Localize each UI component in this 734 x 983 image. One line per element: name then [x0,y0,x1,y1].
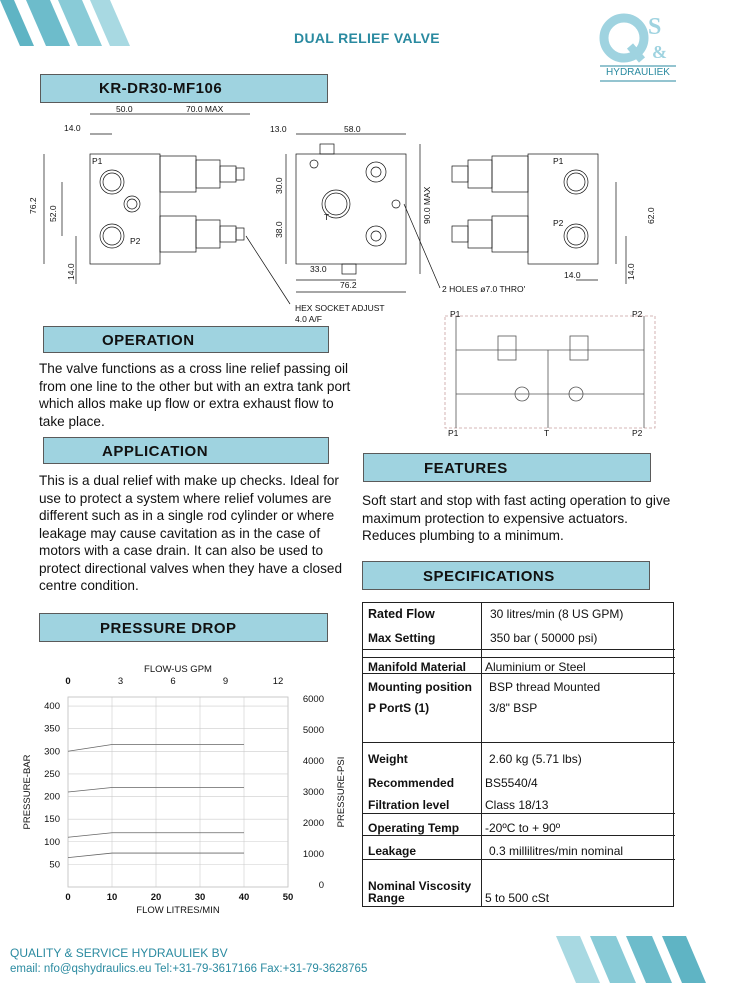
text-line: from one line to the other but with an extra tank port [39,378,351,394]
pressure-drop-heading [39,613,328,642]
x-tick-label: 20 [150,892,162,903]
text-line: motors with a case drain. It can also be used to [39,543,324,558]
svg-text:76.2: 76.2 [28,197,38,214]
spec-value: 0.3 millilitres/min nominal [489,844,624,858]
svg-text:2 HOLES ø7.0 THRO': 2 HOLES ø7.0 THRO' [442,284,526,294]
x2-tick-label: 6 [170,676,176,687]
y-axis-label: PRESSURE-BAR [22,754,33,830]
chart-title: FLOW-US GPM [144,664,212,675]
svg-text:52.0: 52.0 [48,205,58,222]
svg-text:38.0: 38.0 [274,221,284,238]
operation-heading-text: OPERATION [102,332,195,349]
text-line: take place. [39,413,105,429]
y2-tick-label: 4000 [302,756,324,767]
schematic-label: T [544,428,550,438]
application-heading-text: APPLICATION [102,443,209,460]
schematic-label: P1 [450,309,461,319]
x-tick-label: 50 [282,892,294,903]
svg-text:14.0: 14.0 [564,270,581,280]
y2-tick-label: 2000 [302,818,324,829]
spec-label: Leakage [368,844,417,858]
svg-text:4.0 A/F: 4.0 A/F [295,314,322,324]
schematic-label: P2 [632,309,643,319]
text-line: maximum protection to expensive actuators. [362,510,628,526]
application-text [39,472,359,595]
x-tick-label: 10 [106,892,118,903]
y2-tick-label: 6000 [302,694,324,705]
x2-tick-label: 3 [117,676,124,687]
spec-value: 30 litres/min (8 US GPM) [490,607,624,621]
plot-area [68,697,288,887]
schematic-label: P1 [448,428,459,438]
text-line: Reduces plumbing to a minimum. [362,528,564,543]
svg-text:14.0: 14.0 [64,123,81,133]
svg-text:62.0: 62.0 [646,207,656,224]
text-line: leakage may cause cavitation as in the case of [39,525,321,541]
svg-text:P1: P1 [92,156,103,166]
features-text [362,492,702,545]
text-line: use to protect a system where relief volumes are [39,490,332,506]
text-line: protect directional valves when they have a closed [39,560,343,576]
y2-tick-label: 3000 [302,787,324,798]
spec-label: Range [368,891,405,905]
y-tick-label: 250 [44,768,60,780]
spec-value: 3/8" BSP [489,701,538,715]
application-heading [43,437,329,464]
svg-text:13.0: 13.0 [270,124,287,134]
svg-text:76.2: 76.2 [340,280,357,290]
model-number: KR-DR30-MF106 [99,80,223,97]
text-line: centre condition. [39,578,139,593]
svg-text:HEX SOCKET ADJUST: HEX SOCKET ADJUST [295,303,385,313]
features-heading [363,453,651,482]
y2-axis-label: PRESSURE-PSI [336,756,347,828]
svg-text:T: T [324,212,330,222]
svg-text:30.0: 30.0 [274,177,284,194]
y2-tick-label: 1000 [302,849,324,860]
spec-label: Operating Temp [368,821,460,835]
spec-label: Recommended [368,776,455,790]
spec-value: Aluminium or Steel [485,660,586,674]
pressure-drop-chart [18,652,360,920]
svg-text:50.0: 50.0 [116,104,133,114]
operation-heading [43,326,329,353]
dimension-drawing [20,104,680,326]
svg-text:&: & [652,42,667,62]
spec-label: Manifold Material [368,660,467,674]
spec-value: 2.60 kg (5.71 lbs) [489,752,582,766]
schematic-label: P2 [632,428,643,438]
x-tick-label: 30 [194,892,206,903]
x-tick-label: 40 [238,892,250,903]
spec-label: Mounting position [368,680,472,694]
svg-text:14.0: 14.0 [66,263,76,280]
x2-tick-label: 9 [222,676,229,687]
footer-contact: email: nfo@qshydraulics.eu Tel:+31-79-3617166 Fax:+31-79-3628765 [10,963,368,975]
spec-label: Filtration level [368,798,450,812]
svg-text:58.0: 58.0 [344,124,361,134]
y2-tick-label: 0 [318,880,324,891]
footer-company: QUALITY & SERVICE HYDRAULIEK BV [10,946,228,960]
spec-label: Rated Flow [368,607,435,621]
svg-text:14.0: 14.0 [626,263,636,280]
y-tick-label: 150 [44,814,60,826]
x2-tick-label: 12 [272,676,284,687]
svg-text:90.0 MAX: 90.0 MAX [422,186,432,224]
pressure-drop-heading-text: PRESSURE DROP [100,620,237,637]
text-line: which allos make up flow or extra exhaust flow to [39,396,334,411]
svg-text:S: S [648,14,662,40]
hydraulic-schematic [444,306,660,440]
spec-value: 5 to 500 cSt [485,891,550,905]
y-tick-label: 350 [44,723,60,735]
spec-value: BS5540/4 [485,776,538,790]
y2-tick-label: 5000 [302,725,324,736]
x-tick-label: 0 [65,892,71,903]
svg-text:P1: P1 [553,156,564,166]
spec-value: 350 bar ( 50000 psi) [490,631,598,645]
y-tick-label: 400 [44,701,60,713]
logo-text: HYDRAULIEK [606,67,670,78]
spec-label: P PortS (1) [368,701,430,715]
spec-label: Weight [368,752,408,766]
operation-text [39,360,359,430]
text-line: Soft start and stop with fast acting operation to give [362,493,671,508]
text-line: This is a dual relief with make up checks. Ideal for [39,473,339,488]
specifications-heading [362,561,650,590]
spec-value: BSP thread Mounted [489,680,601,694]
spec-value: -20ºC to + 90º [485,821,561,835]
text-line: different such as in a single rod cylinder or where [39,508,335,523]
footer-stripes [556,936,716,983]
x-axis-label: FLOW LITRES/MIN [136,905,220,916]
svg-text:P2: P2 [130,236,141,246]
spec-label: Max Setting [368,631,436,645]
features-heading-text: FEATURES [424,460,508,477]
svg-text:33.0: 33.0 [310,264,327,274]
y-tick-label: 300 [44,746,60,758]
model-heading [40,74,328,103]
x2-tick-label: 0 [65,676,71,687]
y-tick-label: 100 [44,836,60,848]
specifications-table [362,602,674,907]
spec-value: Class 18/13 [485,798,549,812]
y-tick-label: 200 [44,791,60,803]
specifications-heading-text: SPECIFICATIONS [423,568,555,585]
svg-text:70.0 MAX: 70.0 MAX [186,104,224,114]
company-logo [596,8,678,82]
y-tick-label: 50 [49,859,60,871]
page-title: DUAL RELIEF VALVE [294,30,440,46]
text-line: The valve functions as a cross line relief passing oil [39,361,349,376]
spec-label: Nominal Viscosity [368,879,472,893]
svg-text:P2: P2 [553,218,564,228]
